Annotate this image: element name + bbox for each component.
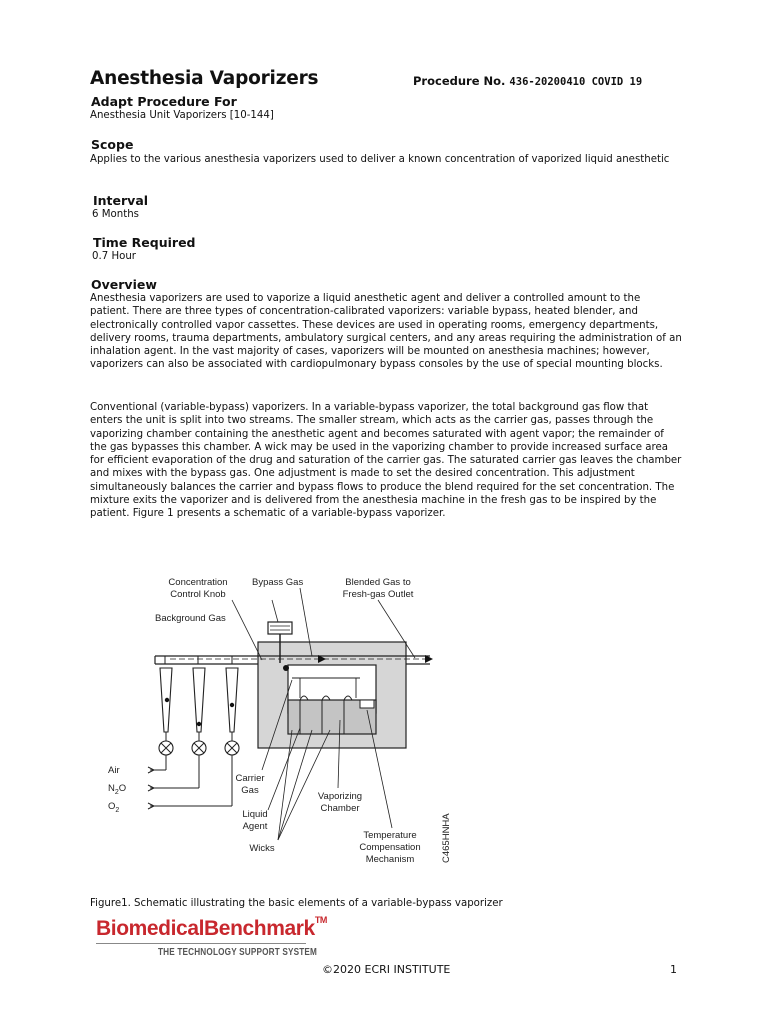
label-wicks: Wicks	[249, 843, 275, 854]
label-o2: $O_2$	[108, 801, 120, 814]
procedure-value: 436-20200410 COVID 19	[509, 76, 643, 88]
time-required-value: 0.7 Hour	[92, 251, 136, 262]
adapt-text: Anesthesia Unit Vaporizers [10-144]	[90, 110, 274, 121]
logo-trademark: TM	[314, 915, 328, 925]
time-required-heading: Time Required	[93, 235, 196, 250]
overview-paragraph-1: Anesthesia vaporizers are used to vaporize a liquid anesthetic agent and deliver a controlled amount to the patient. There are three types of concentration-calibrated vaporizers: variable bypass, heated blender, and electronically controlled vapor cassettes. These devices are used in operating rooms, emergency departments, delivery rooms, trauma departments, ambulatory surgical centers, and any areas requiring the administration of an inhalation agent. In the vast majority of cases, vaporizers will be mounted on anesthesia machines; however, vaporizers can also be associated with cardiopulmonary bypass consoles by the use of special mounting blocks.	[90, 293, 682, 371]
label-concentration-knob-line1: Concentration	[168, 577, 228, 588]
label-concentration-knob-line2: Control Knob	[170, 589, 226, 600]
figure-code: C465HNHA	[441, 813, 452, 863]
interval-heading: Interval	[93, 193, 149, 208]
procedure-number	[413, 74, 642, 88]
vaporizer-schematic-figure	[0, 560, 768, 880]
label-temperature-line3: Mechanism	[365, 854, 415, 865]
logo-name: BiomedicalBenchmark	[96, 917, 315, 940]
label-carrier-gas-line2: Gas	[241, 785, 259, 796]
label-liquid-agent-line2: Agent	[242, 821, 268, 832]
overview-paragraph-2: Conventional (variable-bypass) vaporizers. In a variable-bypass vaporizer, the total background gas flow that enters the unit is split into two streams. The smaller stream, which acts as the carrier gas, passes through the vaporizing chamber containing the anesthetic agent and becomes saturated with agent vapor; the remainder of the gas bypasses this chamber. A wick may be used in the vaporizing chamber to provide increased surface area for efficient evaporation of the drug and saturation of the carrier gas. The saturated carrier gas leaves the chamber and mixes with the bypass gas. One adjustment is made to set the desired concentration. This adjustment simultaneously balances the carrier and bypass flows to produce the blend required for the set concentration. The mixture exits the vaporizer and is delivered from the anesthesia machine in the fresh gas to be inspired by the patient. Figure 1 presents a schematic of a variable-bypass vaporizer.	[90, 402, 682, 520]
footer-copyright: ©2020 ECRI INSTITUTE	[322, 963, 451, 976]
label-vaporizing-chamber-line1: Vaporizing	[317, 791, 363, 802]
procedure-label: Procedure No.	[413, 74, 506, 88]
logo-tagline: THE TECHNOLOGY SUPPORT SYSTEM	[158, 947, 318, 958]
footer-page-number: 1	[670, 963, 677, 976]
label-carrier-gas-line1: Carrier	[235, 773, 265, 784]
label-n2o: $N_2O$	[108, 783, 127, 796]
scope-heading: Scope	[91, 137, 134, 152]
label-vaporizing-chamber-line2: Chamber	[320, 803, 360, 814]
logo-divider	[96, 943, 306, 944]
label-blended-gas-line1: Blended Gas to	[345, 577, 411, 588]
label-background-gas: Background Gas	[155, 613, 226, 624]
label-temperature-line1: Temperature	[363, 830, 417, 841]
label-bypass-gas: Bypass Gas	[252, 577, 304, 588]
biomedical-benchmark-logo	[96, 917, 327, 941]
adapt-heading: Adapt Procedure For	[91, 94, 237, 109]
label-blended-gas-line2: Fresh-gas Outlet	[342, 589, 414, 600]
figure-caption: Figure1. Schematic illustrating the basic elements of a variable-bypass vaporizer	[90, 898, 503, 909]
label-liquid-agent-line1: Liquid	[242, 809, 268, 820]
label-temperature-line2: Compensation	[359, 842, 421, 853]
overview-heading: Overview	[91, 277, 157, 292]
document-title: Anesthesia Vaporizers	[90, 68, 319, 89]
scope-text: Applies to the various anesthesia vaporizers used to deliver a known concentration of vaporized liquid anesthetic	[90, 154, 670, 165]
label-air: Air	[108, 765, 120, 776]
interval-value: 6 Months	[92, 209, 139, 220]
